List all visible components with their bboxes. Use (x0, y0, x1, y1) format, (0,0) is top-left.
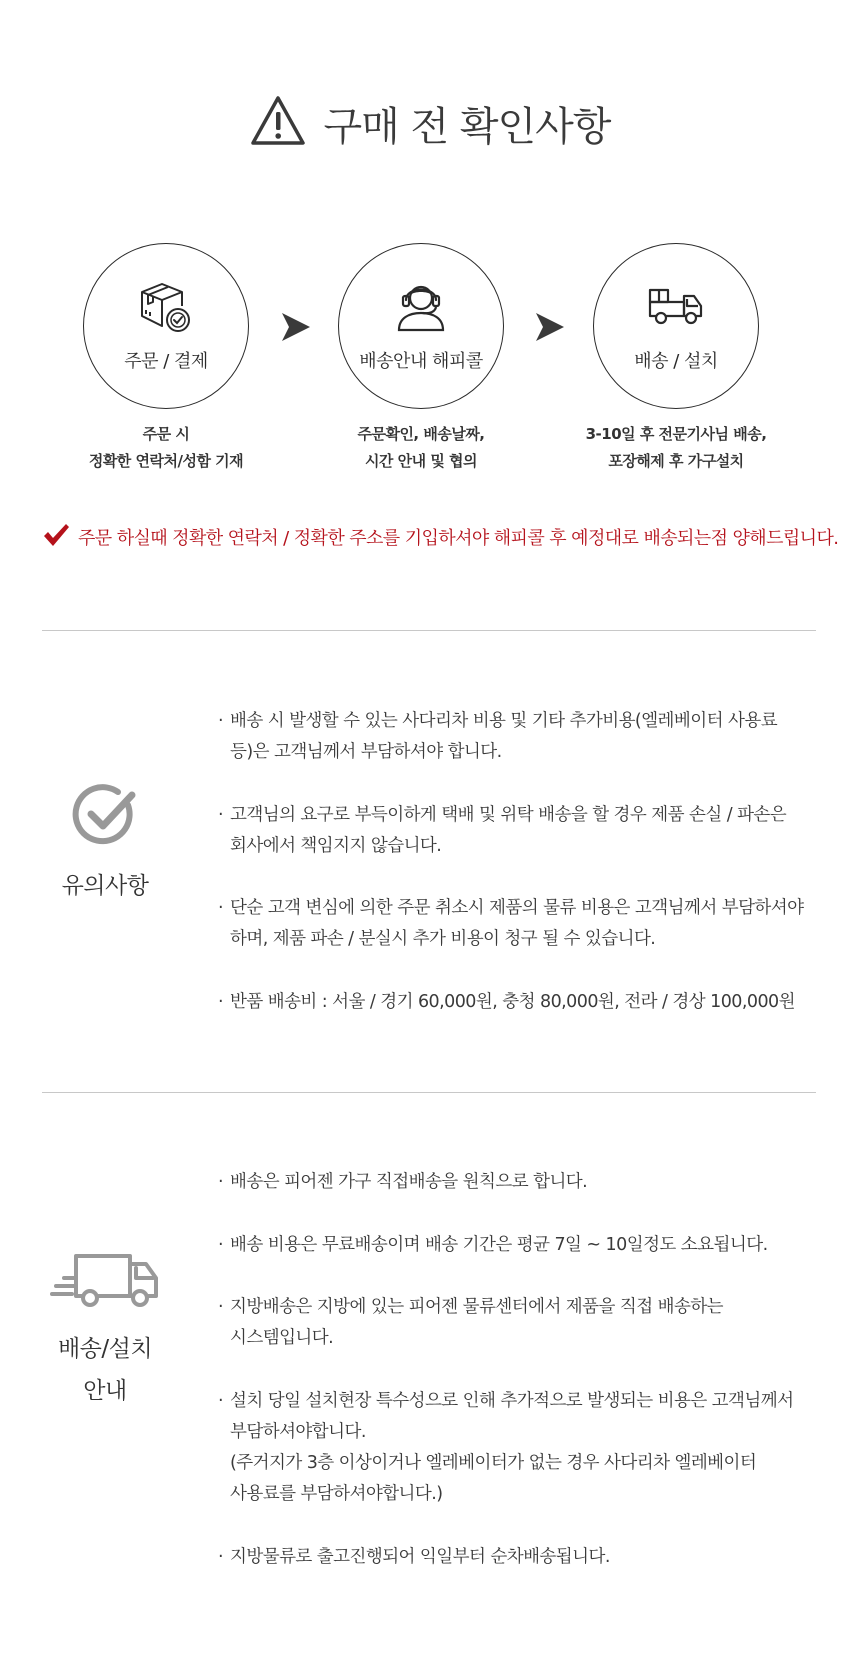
checkmark-icon (42, 522, 70, 552)
headset-agent-icon (339, 278, 503, 334)
caution-label: 유의사항 (61, 873, 149, 899)
step-label: 배송안내 해피콜 (359, 351, 483, 372)
notice-text: 주문 하실때 정확한 연락처 / 정확한 주소를 기입하셔야 해피콜 후 예정대로 배송되는점 양해드립니다. (78, 528, 839, 549)
delivery-section-header (45, 1252, 165, 1412)
step-delivery-install (593, 243, 759, 409)
step-order-payment (83, 243, 249, 409)
arrow-right-icon (280, 311, 312, 347)
moving-truck-icon (45, 1252, 165, 1308)
divider (42, 1092, 816, 1093)
step-caption: 주문확인, 배송날짜, 시간 안내 및 협의 (357, 425, 485, 470)
step-caption: 주문 시 정확한 연락처/성함 기재 (88, 425, 244, 470)
step-caption: 3-10일 후 전문기사님 배송, 포장해제 후 가구설치 (585, 425, 767, 470)
delivery-item: · 배송은 피어젠 가구 직접배송을 원칙으로 합니다. (218, 1172, 588, 1192)
page-title: 구매 전 확인사항 (323, 103, 611, 150)
arrow-right-icon (534, 311, 566, 347)
caution-item: · 고객님의 요구로 부득이하게 택배 및 위탁 배송을 할 경우 제품 손실 / 파손은 회사에서 책임지지 않습니다. (218, 805, 787, 856)
step-label: 배송 / 설치 (634, 351, 718, 372)
warning-triangle-icon (250, 95, 306, 151)
delivery-item: · 배송 비용은 무료배송이며 배송 기간은 평균 7일 ~ 10일정도 소요됩니다. (218, 1235, 768, 1255)
step-happy-call (338, 243, 504, 409)
caution-section-header (45, 783, 165, 907)
order-notice (42, 522, 838, 552)
box-check-icon (84, 278, 248, 336)
delivery-item: · 지방배송은 지방에 있는 피어젠 물류센터에서 제품을 직접 배송하는 시스템입니다. (218, 1297, 724, 1348)
delivery-label: 배송/설치 안내 (57, 1336, 153, 1404)
caution-item: · 반품 배송비 : 서울 / 경기 60,000원, 충청 80,000원, 전라 / 경상 100,000원 (218, 992, 795, 1012)
check-circle-icon (45, 783, 165, 849)
caution-item: · 배송 시 발생할 수 있는 사다리차 비용 및 기타 추가비용(엘레베이터 사용료 등)은 고객님께서 부담하셔야 합니다. (218, 711, 778, 762)
step-label: 주문 / 결제 (124, 351, 208, 372)
delivery-item: · 지방물류로 출고진행되어 익일부터 순차배송됩니다. (218, 1547, 610, 1567)
page-header (0, 88, 860, 158)
delivery-item: · 설치 당일 설치현장 특수성으로 인해 추가적으로 발생되는 비용은 고객님께서 부담하셔야합니다. (주거지가 3층 이상이거나 엘레베이터가 없는 경우 사다리차 엘레베이터 사용료를 부담하셔야합니다.) (218, 1391, 794, 1504)
divider (42, 630, 816, 631)
delivery-truck-icon (594, 286, 758, 326)
caution-item: · 단순 고객 변심에 의한 주문 취소시 제품의 물류 비용은 고객님께서 부담하셔야 하며, 제품 파손 / 분실시 추가 비용이 청구 될 수 있습니다. (218, 898, 804, 949)
